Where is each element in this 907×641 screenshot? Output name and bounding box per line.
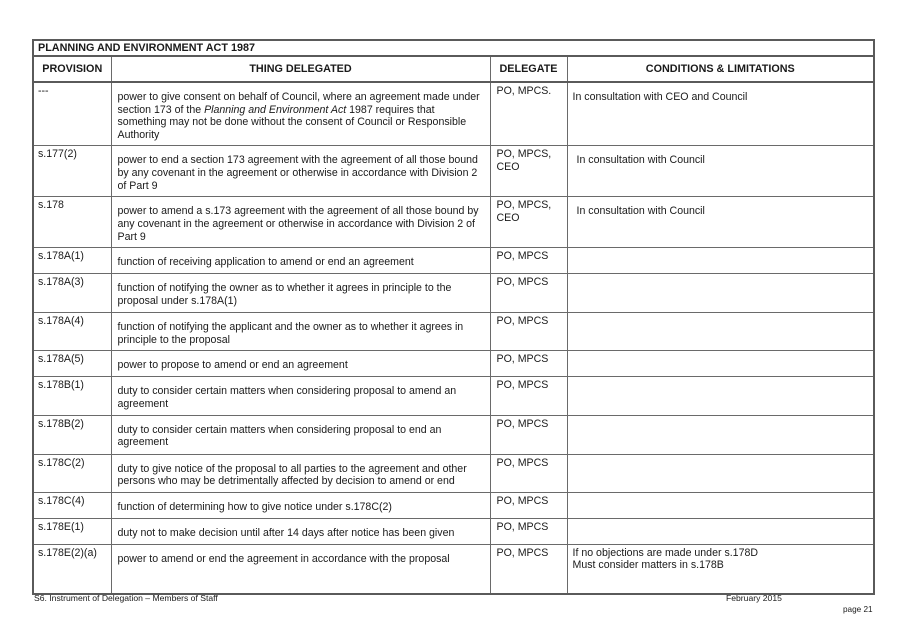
provision-cell: s.178B(1) — [33, 377, 111, 415]
condition-line: If no objections are made under s.178D — [572, 546, 759, 559]
conditions-cell — [567, 518, 874, 544]
thing-delegated-cell: duty to consider certain matters when considering proposal to amend an agreement — [111, 377, 490, 415]
column-header-conditions: CONDITIONS & LIMITATIONS — [567, 56, 874, 82]
table-row — [33, 518, 874, 544]
provision-cell: s.178C(4) — [33, 492, 111, 518]
thing-delegated-cell — [111, 82, 490, 146]
conditions-cell — [567, 274, 874, 313]
conditions-cell — [567, 454, 874, 492]
conditions-cell — [567, 313, 874, 351]
delegate-cell: PO, MPCS — [490, 454, 567, 492]
table-row — [33, 146, 874, 197]
conditions-cell — [567, 248, 874, 274]
act-title-row — [33, 40, 874, 56]
table-row — [33, 492, 874, 518]
delegate-cell: PO, MPCS, CEO — [490, 146, 567, 197]
delegate-cell: PO, MPCS — [490, 351, 567, 377]
provision-cell: s.178A(3) — [33, 274, 111, 313]
table-row — [33, 377, 874, 415]
delegate-cell: PO, MPCS — [490, 544, 567, 594]
delegate-cell: PO, MPCS — [490, 518, 567, 544]
delegate-cell: PO, MPCS, CEO — [490, 197, 567, 248]
conditions-cell — [567, 492, 874, 518]
column-header-provision: PROVISION — [33, 56, 111, 82]
provision-cell: s.178A(5) — [33, 351, 111, 377]
delegate-cell: PO, MPCS — [490, 377, 567, 415]
table-row — [33, 351, 874, 377]
thing-delegated-cell: duty to give notice of the proposal to all parties to the agreement and other persons who may be detrimentally affected by decision to amend or end — [111, 454, 490, 492]
conditions-cell — [567, 351, 874, 377]
thing-delegated-cell: power to propose to amend or end an agreement — [111, 351, 490, 377]
thing-delegated-cell: power to end a section 173 agreement with the agreement of all those bound by any covenant in the agreement or otherwise in accordance with Division 2 of Part 9 — [111, 146, 490, 197]
table-row — [33, 274, 874, 313]
thing-text: 1987 requires that something may not be done without the consent of Council or Responsible Authority — [117, 103, 467, 141]
thing-delegated-cell: function of notifying the owner as to whether it agrees in principle to the proposal under s.178A(1) — [111, 274, 490, 313]
delegate-cell: PO, MPCS — [490, 415, 567, 454]
thing-delegated-cell: function of determining how to give notice under s.178C(2) — [111, 492, 490, 518]
table-row — [33, 248, 874, 274]
act-title: PLANNING AND ENVIRONMENT ACT 1987 — [33, 40, 874, 56]
thing-delegated-cell: power to amend or end the agreement in accordance with the proposal — [111, 544, 490, 594]
column-header-delegate: DELEGATE — [490, 56, 567, 82]
delegate-cell: PO, MPCS — [490, 313, 567, 351]
page-number: page 21 — [843, 605, 873, 614]
condition-line: Must consider matters in s.178B — [572, 559, 724, 572]
provision-cell: s.178A(4) — [33, 313, 111, 351]
delegation-table — [32, 39, 875, 595]
provision-cell: s.178E(1) — [33, 518, 111, 544]
conditions-cell: In consultation with CEO and Council — [567, 82, 874, 146]
table-row — [33, 82, 874, 146]
conditions-cell — [567, 544, 874, 594]
thing-delegated-cell: function of notifying the applicant and the owner as to whether it agrees in principle to the proposal — [111, 313, 490, 351]
thing-delegated-cell: duty to consider certain matters when considering proposal to end an agreement — [111, 415, 490, 454]
provision-cell: s.178C(2) — [33, 454, 111, 492]
provision-cell: s.178A(1) — [33, 248, 111, 274]
footer-document-title: S6. Instrument of Delegation – Members of Staff — [34, 593, 218, 603]
conditions-cell: In consultation with Council — [567, 146, 874, 197]
thing-delegated-cell: function of receiving application to amend or end an agreement — [111, 248, 490, 274]
table-row — [33, 544, 874, 594]
conditions-cell — [567, 377, 874, 415]
table-row — [33, 415, 874, 454]
table-row — [33, 313, 874, 351]
delegate-cell: PO, MPCS — [490, 492, 567, 518]
column-header-thing-delegated: THING DELEGATED — [111, 56, 490, 82]
provision-cell: s.178B(2) — [33, 415, 111, 454]
thing-delegated-cell: duty not to make decision until after 14 days after notice has been given — [111, 518, 490, 544]
column-header-row — [33, 56, 874, 82]
delegate-cell: PO, MPCS — [490, 274, 567, 313]
provision-cell: s.177(2) — [33, 146, 111, 197]
conditions-cell: In consultation with Council — [567, 197, 874, 248]
footer-date: February 2015 — [726, 593, 782, 603]
act-name-italic: Planning and Environment Act — [204, 103, 347, 116]
provision-cell: s.178E(2)(a) — [33, 544, 111, 594]
delegate-cell: PO, MPCS — [490, 248, 567, 274]
delegate-cell: PO, MPCS. — [490, 82, 567, 146]
table-row — [33, 197, 874, 248]
thing-delegated-cell: power to amend a s.173 agreement with the agreement of all those bound by any covenant in the agreement or otherwise in accordance with Division 2 of Part 9 — [111, 197, 490, 248]
provision-cell: s.178 — [33, 197, 111, 248]
provision-cell: --- — [33, 82, 111, 146]
conditions-cell — [567, 415, 874, 454]
table-row — [33, 454, 874, 492]
thing-text: power to give consent on behalf of Council, where an agreement made under section 173 of the — [117, 91, 480, 116]
